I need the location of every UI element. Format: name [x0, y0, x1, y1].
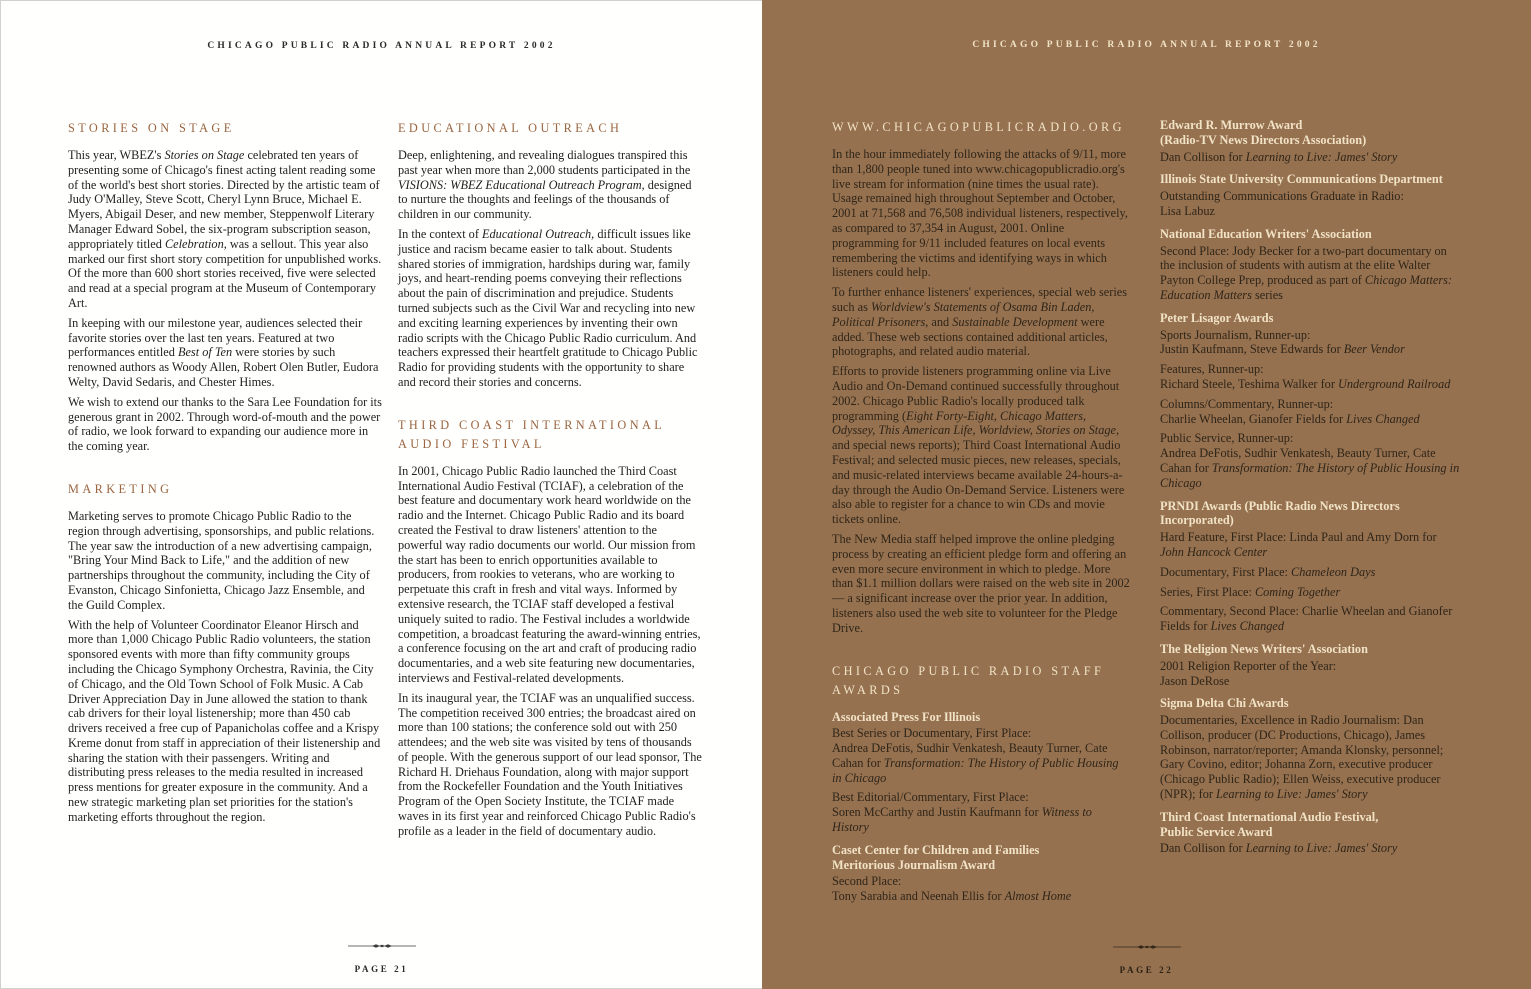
page-number: PAGE 21	[354, 964, 409, 974]
paragraph: Dan Collison for Learning to Live: James' Story	[1160, 841, 1398, 856]
paragraph: In its inaugural year, the TCIAF was an unqualified success. The competition received 300 entries; the broadcast aired on more than 100 stations; the conference sold out with 250 attendees; and the web site was visited by tens of thousands of people. With the generous support of our lead sponsor, The Richard H. Driehaus Foundation, along with major support from the Rockefeller Foundation and the Youth Initiatives Program of the Open Society Institute, the TCIAF made waves in its first year and reinforced Chicago Public Radio's profile as a leader in the field of documentary audio.	[398, 690, 702, 838]
award-title: Peter Lisagor Awards	[1160, 310, 1274, 325]
page-21-footer	[1, 942, 762, 974]
section-heading: THIRD COAST INTERNATIONAL AUDIO FESTIVAL	[398, 417, 666, 451]
paragraph: Hard Feature, First Place: Linda Paul and Amy Dorn for John Hancock Center	[1160, 530, 1437, 559]
page-21-column-1	[68, 119, 382, 844]
page-number: PAGE 22	[1119, 965, 1174, 975]
paragraph: In the context of Educational Outreach, difficult issues like justice and racism became easier to talk about. Students shared stories of immigration, hardships during war, family joys, and heart-rending poems conveying their reflections about the pain of discrimination and prejudice. Students turned subjects such as the Civil War and recycling into new and exciting learning experiences by inventing their own radio scripts with the Chicago Public Radio curriculum. And teachers expressed their heartfelt gratitude to Chicago Public Radio for providing students with the opportunity to share and record their stories and concerns.	[398, 226, 698, 389]
paragraph: Best Series or Documentary, First Place: Andrea DeFotis, Sudhir Venkatesh, Beauty Turner, Cate Cahan for Transformation: The History of Public Housing in Chicago	[832, 726, 1119, 785]
award-title: PRNDI Awards (Public Radio News Directors Incorporated)	[1160, 498, 1400, 528]
paragraph: 2001 Religion Reporter of the Year: Jason DeRose	[1160, 658, 1337, 688]
section-heading: STORIES ON STAGE	[68, 121, 235, 135]
award-title: National Education Writers' Association	[1160, 226, 1372, 241]
paragraph: This year, WBEZ's Stories on Stage celebrated ten years of presenting some of Chicago's finest acting talent reading some of the world's best short stories. Directed by the artistic team of Judy O'Malley, Steve Scott, Cheryl Lynn Bruce, Michael E. Myers, Abigail Deser, and new member, Steppenwolf Literary Manager Edward Sobel, the six-program subscription season, appropriately titled Celebration, was a sellout. This year also marked our first short story competition for unpublished works. Of the more than 600 short stories received, five were selected and read at a special program at the Museum of Contemporary Art.	[68, 148, 382, 310]
paragraph: Second Place: Jody Becker for a two-part documentary on the inclusion of students with autism at the elite Walter Payton College Prep, produced as part of Chicago Matters: Education Matters series	[1160, 243, 1452, 302]
award-title: Third Coast International Audio Festival, Public Service Award	[1160, 809, 1379, 839]
page-22	[762, 0, 1531, 989]
page-22-footer	[762, 943, 1531, 975]
page-21-columns	[68, 119, 702, 844]
page-22-column-1	[832, 118, 1130, 909]
paragraph: Best Editorial/Commentary, First Place: Soren McCarthy and Justin Kaufmann for Witness to History	[832, 790, 1092, 835]
section-heading: CHICAGO PUBLIC RADIO STAFF AWARDS	[832, 663, 1105, 697]
paragraph: With the help of Volunteer Coordinator Eleanor Hirsch and more than 1,000 Chicago Public Radio volunteers, the station sponsored events with more than fifty community groups including the Chicago Symphony Orchestra, Ravinia, the City of Chicago, and the Old Town School of Folk Music. A Cab Driver Appreciation Day in June allowed the station to thank cab drivers for their loyal listenership; more than 450 cab drivers received a free cup of Papanicholas coffee and a Krispy Kreme donut from staff in appreciation of their listenership and sharing the station with their passengers. Writing and distributing press releases to the media resulted in increased press mentions for greater exposure in the community. And a new strategic marketing plan set priorities for the station's marketing efforts throughout the region.	[68, 617, 381, 824]
running-header-left: CHICAGO PUBLIC RADIO ANNUAL REPORT 2002	[207, 41, 556, 51]
divider-ornament-icon	[348, 942, 416, 950]
page-21-column-2	[398, 119, 702, 844]
running-header-right: CHICAGO PUBLIC RADIO ANNUAL REPORT 2002	[972, 40, 1321, 50]
award-title: Caset Center for Children and Families Meritorious Journalism Award	[832, 842, 1040, 872]
paragraph: Features, Runner-up: Richard Steele, Teshima Walker for Underground Railroad	[1160, 362, 1451, 391]
section-heading: EDUCATIONAL OUTREACH	[398, 121, 623, 135]
paragraph: In 2001, Chicago Public Radio launched the Third Coast International Audio Festival (TCIAF), a celebration of the best feature and documentary work heard worldwide on the radio and the Internet. Chicago Public Radio and its board created the Festival to draw listeners' attention to the powerful way radio documents our world. Our mission from the start has been to enrich opportunities available to producers, from rookies to veterans, who are working to perpetuate this craft in fresh and vital ways. Informed by extensive research, the TCIAF staff developed a festival uniquely suited to radio. The Festival includes a worldwide competition, a broadcast featuring the award-winning entries, a conference focusing on the art and craft of producing radio documentaries, and a web site featuring new documentaries, interviews and Festival-related developments.	[398, 463, 701, 685]
paragraph: We wish to extend our thanks to the Sara Lee Foundation for its generous grant in 2002. Through word-of-mouth and the power of radio, we look forward to expanding our audience more in the coming year.	[68, 394, 382, 454]
paragraph: Second Place: Tony Sarabia and Neenah Ellis for Almost Home	[832, 874, 1072, 904]
paragraph: Documentary, First Place: Chameleon Days	[1160, 564, 1376, 579]
divider-ornament-icon	[1113, 943, 1181, 951]
award-title: Illinois State University Communications Department	[1160, 172, 1443, 187]
paragraph: To further enhance listeners' experiences, special web series such as Worldview's Statements of Osama Bin Laden, Political Prisoners, and Sustainable Development were added. These web sections contained additional articles, photographs, and related audio material.	[832, 285, 1127, 359]
paragraph: Sports Journalism, Runner-up: Justin Kaufmann, Steve Edwards for Beer Vendor	[1160, 327, 1405, 357]
paragraph: Outstanding Communications Graduate in Radio: Lisa Labuz	[1160, 189, 1404, 218]
page-22-columns	[832, 118, 1462, 909]
page-21	[0, 0, 762, 989]
paragraph: Commentary, Second Place: Charlie Wheelan and Gianofer Fields for Lives Changed	[1160, 604, 1453, 634]
paragraph: Marketing serves to promote Chicago Public Radio to the region through advertising, sponsorships, and public relations. The year saw the introduction of a new advertising campaign, "Bring Your Mind Back to Life," and the addition of new partnerships throughout the community, including the City of Evanston, Chicago Sinfonietta, Chicago Jazz Ensemble, and the Guild Complex.	[68, 508, 375, 612]
award-title: The Religion News Writers' Association	[1160, 641, 1368, 656]
paragraph: Columns/Commentary, Runner-up: Charlie Wheelan, Gianofer Fields for Lives Changed	[1160, 396, 1420, 426]
paragraph: Dan Collison for Learning to Live: James' Story	[1160, 149, 1398, 164]
paragraph: Deep, enlightening, and revealing dialogues transpired this past year when more than 2,000 students participated in the VISIONS: WBEZ Educational Outreach Program, designed to nurture the thoughts and feelings of the thousands of children in our community.	[398, 148, 692, 222]
paragraph: The New Media staff helped improve the online pledging process by creating an efficient pledge form and offering an even more secure environment in which to pledge. More than $1.1 million dollars were raised on the web site in 2002— a significant increase over the prior year. In addition, listeners also used the web site to volunteer for the Pledge Drive.	[832, 531, 1130, 635]
paragraph: Public Service, Runner-up: Andrea DeFotis, Sudhir Venkatesh, Beauty Turner, Cate Cahan for Transformation: The History of Public Housing in Chicago	[1160, 431, 1460, 490]
paragraph: Series, First Place: Coming Together	[1160, 584, 1341, 599]
paragraph: Documentaries, Excellence in Radio Journalism: Dan Collison, producer (DC Productions, Chicago), James Robinson, narrator/reporter; Amanda Klonsky, personnel; Gary Covino, editor; Johanna Zorn, executive producer (Chicago Public Radio); Ellen Weiss, executive producer (NPR); for Learning to Live: James' Story	[1160, 713, 1444, 802]
paragraph: Efforts to provide listeners programming online via Live Audio and On-Demand continued successfully throughout 2002. Chicago Public Radio's locally produced talk programming (Eight Forty-Eight, Chicago Matters, Odyssey, This American Life, Worldview, Stories on Stage, and special news reports); Third Coast International Audio Festival; and selected music pieces, new releases, specials, and music-related interviews became available 24-hours-a-day through the Audio On-Demand Service. Listeners were also able to register for a chance to win CDs and movie tickets online.	[832, 364, 1125, 527]
award-title: Sigma Delta Chi Awards	[1160, 696, 1289, 711]
section-heading: WWW.CHICAGOPUBLICRADIO.ORG	[832, 120, 1125, 134]
award-title: Edward R. Murrow Award (Radio-TV News Directors Association)	[1160, 118, 1367, 147]
section-heading: MARKETING	[68, 481, 173, 496]
paragraph: In keeping with our milestone year, audiences selected their favorite stories over the last ten years. Featured at two performances entitled Best of Ten were stories by such renowned authors as Woody Allen, Robert Olen Butler, Eudora Welty, David Sedaris, and Chester Himes.	[68, 315, 379, 389]
paragraph: In the hour immediately following the attacks of 9/11, more than 1,800 people tuned into www.chicagopublicradio.org's live stream for information (nine times the usual rate). Usage remained high throughout September and October, 2001 at 71,568 and 76,508 individual listeners, respectively, as compared to 37,354 in August, 2001. Online programming for 9/11 included features on local events remembering the victims and identifying ways in which listeners could help.	[832, 147, 1128, 280]
page-22-column-2	[1160, 118, 1462, 909]
award-title: Associated Press For Illinois	[832, 709, 981, 724]
